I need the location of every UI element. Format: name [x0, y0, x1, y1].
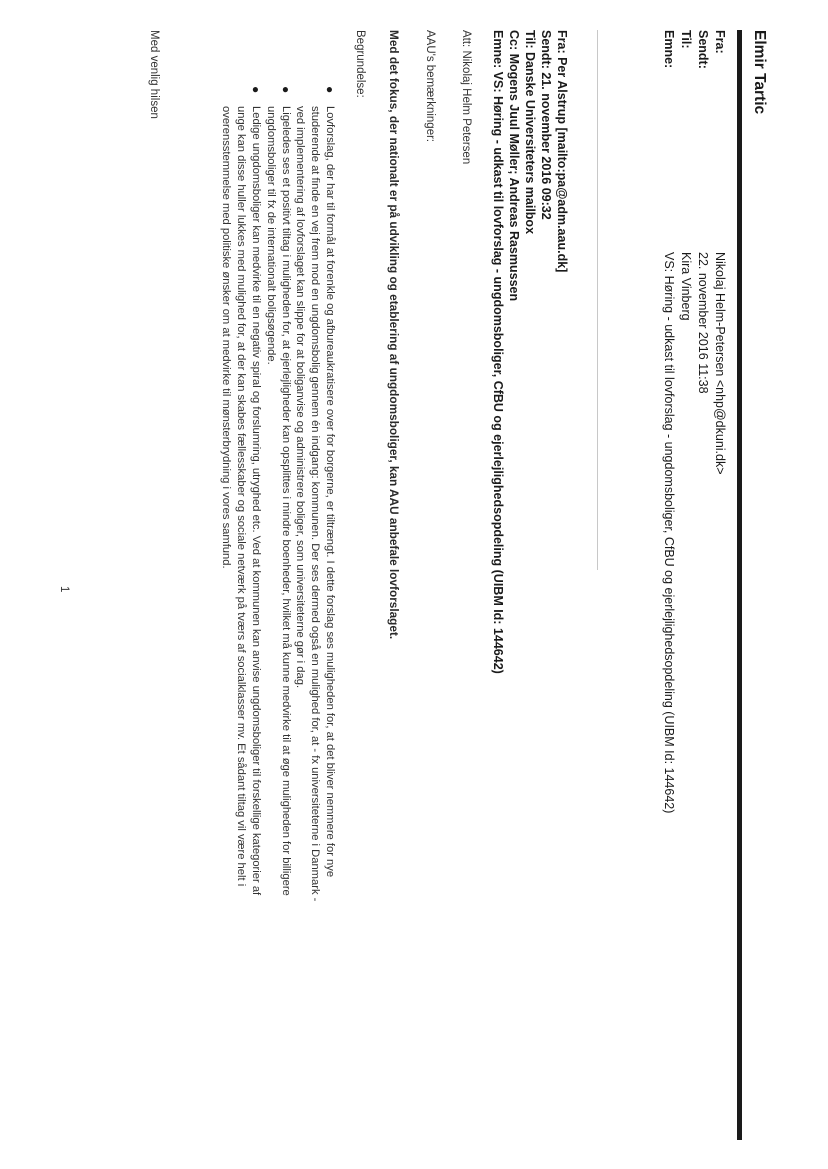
bullet-2-line-2: ungdomsboliger til fx de internationalt boligsøgende. — [265, 106, 277, 365]
bullet-marker: ● — [279, 86, 293, 94]
recommendation: Med det fokus, der nationalt er på udvikling og etablering af ungdomsboliger, kan AAU anbefale lovforslaget. — [387, 30, 401, 640]
closing: Med venlig hilsen — [148, 30, 160, 119]
bullet-3-line-2: unge kan disse huller lukkes med mulighed for, at der kan skabes fællesskaber og sociale netværk på tværs af socialklasser mv. Et sådant tiltag vil være helt i — [235, 106, 247, 887]
to-value: Kira Vinberg — [679, 252, 693, 321]
forwarded-to: Til: Danske Universiteters mailbox — [523, 30, 537, 235]
from-label: Fra: — [713, 30, 727, 54]
remarks-heading: AAU's bemærkninger: — [424, 30, 436, 143]
sent-value: 22. november 2016 11:38 — [696, 252, 710, 394]
bullet-1-line-3: ved implementering af lovforslaget kan slippe for at boliganvise og administrere boliger, som universiteterne gør i dag. — [294, 106, 306, 689]
forwarded-cc: Cc: Mogens Juul Møller; Andreas Rasmussen — [507, 30, 521, 302]
from-value: Nikolaj Helm-Petersen <nhp@dkuni.dk> — [713, 252, 727, 475]
bullet-2-line-1: Ligeledes ses et positivt tiltag i muligheden for, at ejerlejligheder kan opsplittes i mindre boenheder, hvilket må kunne medvirke til at øge muligheden for billigere — [280, 106, 292, 896]
bullet-marker: ● — [323, 86, 337, 94]
header-divider — [597, 30, 598, 570]
bullet-3-line-3: overensstemmelse med politiske ønsker om at medvirke til mønsterbrydning i vores samfund. — [220, 106, 232, 569]
attention-line: Att: Nikolaj Helm Petersen — [460, 30, 472, 165]
forwarded-from: Fra: Per Alstrup [mailto:pa@adm.aau.dk] — [555, 30, 569, 273]
bullet-marker: ● — [249, 86, 263, 94]
bullet-1-line-1: Lovforslag, der har til formål at forenkle og afbureaukratisere over for borgerne, er tiltrængt. I dette forslag ses muligheden for, at det bliver nemmere for nye — [324, 106, 336, 878]
page-number: 1 — [58, 586, 70, 593]
forwarded-subject: Emne: VS: Høring - udkast til lovforslag - ungdomsboliger, CfBU og ejerlejlighedsopdeling (UIBM Id: 144642) — [491, 30, 505, 674]
sender-name: Elmir Tartic — [751, 30, 768, 115]
title-rule — [737, 30, 742, 1140]
to-label: Til: — [679, 30, 693, 49]
bullet-3-line-1: Ledige ungdomsboliger kan medvirke til en negativ spiral og forslumring, utryghed etc. Ved at kommunen kan anvise ungdomsboliger til forskellige kategorier af — [250, 106, 262, 896]
subject-value: VS: Høring - udkast til lovforslag - ungdomsboliger, CfBU og ejerlejlighedsopdeling (UIBM Id: 144642) — [662, 252, 676, 814]
bullet-1-line-2: studerende at finde en vej frem mod en ungdomsbolig gennem én indgang: kommunen. Der ses dermed også en mulighed for, at - fx universiteterne i Danmark - — [309, 106, 321, 902]
reasoning-heading: Begrundelse: — [354, 30, 366, 98]
forwarded-sent: Sendt: 21. november 2016 09:32 — [539, 30, 553, 220]
sent-label: Sendt: — [696, 30, 710, 69]
subject-label: Emne: — [662, 30, 676, 69]
